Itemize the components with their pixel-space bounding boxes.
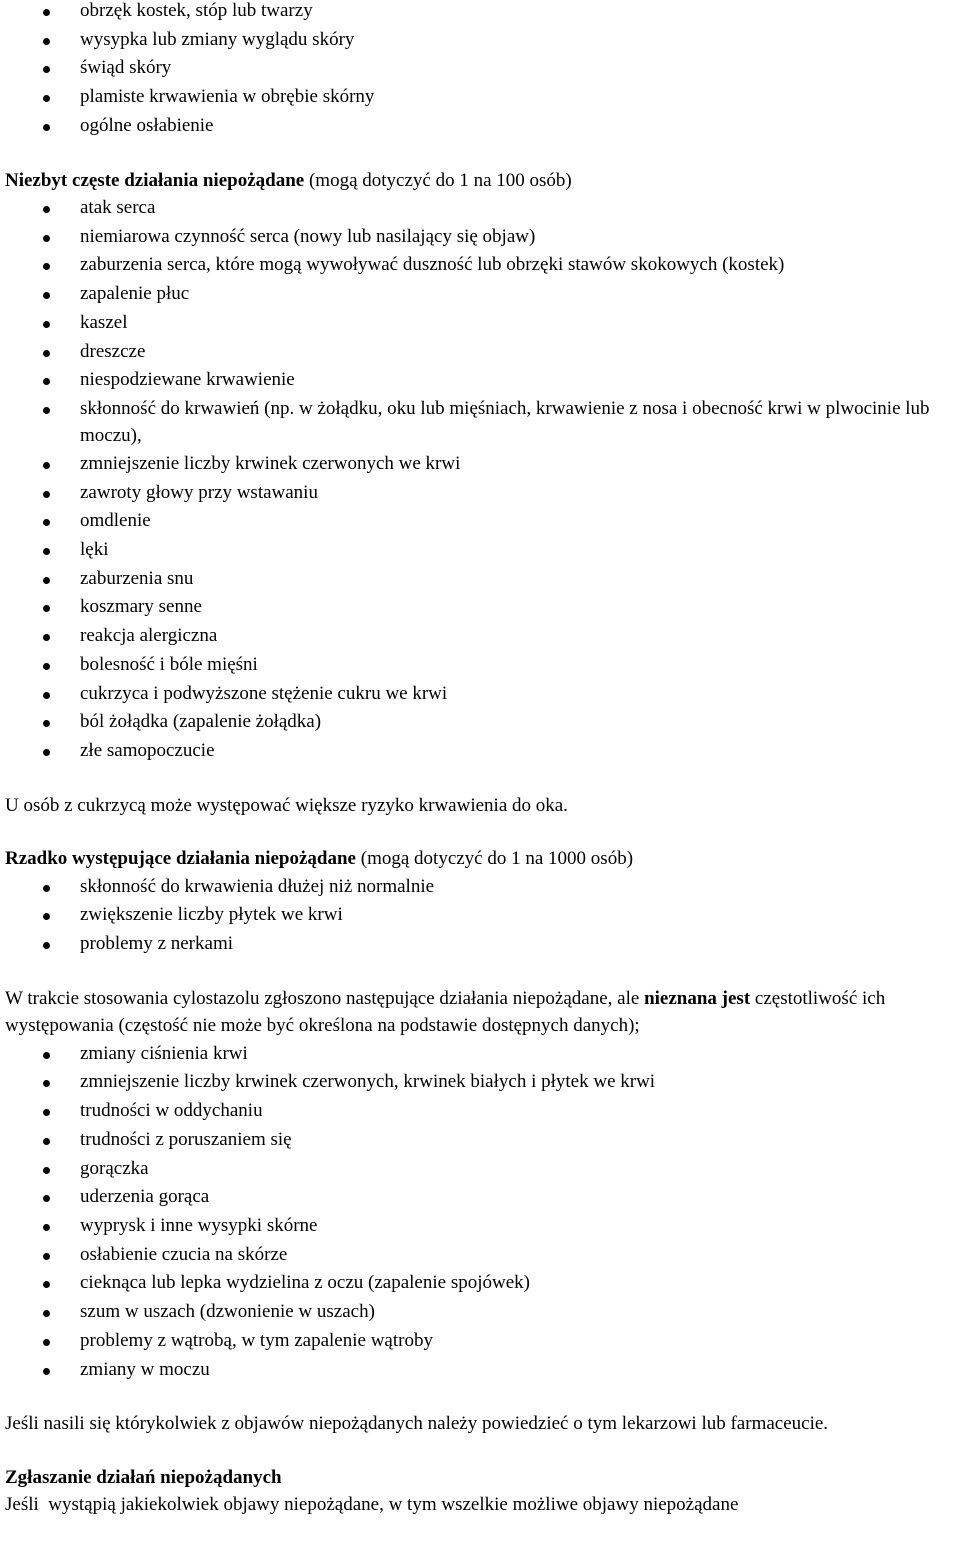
uncommon-heading-frequency: (mogą dotyczyć do 1 na 100 osób) bbox=[304, 169, 572, 191]
list-item: wyprysk i inne wysypki skórne bbox=[0, 1212, 960, 1241]
list-item: kaszel bbox=[0, 309, 960, 338]
rare-heading-bold: Rzadko występujące działania niepożądane bbox=[5, 848, 356, 870]
reporting-heading: Zgłaszanie działań niepożądanych bbox=[5, 1466, 282, 1488]
list-item: trudności w oddychaniu bbox=[0, 1097, 960, 1126]
unknown-intro-bold: nieznana jest bbox=[644, 987, 751, 1009]
list-item: zmiany ciśnienia krwi bbox=[0, 1040, 960, 1069]
list-item: świąd skóry bbox=[0, 54, 960, 83]
uncommon-list bbox=[0, 194, 960, 766]
rare-heading-frequency: (mogą dotyczyć do 1 na 1000 osób) bbox=[356, 848, 634, 870]
list-item: zaburzenia snu bbox=[0, 565, 960, 594]
list-item: plamiste krwawienia w obrębie skórny bbox=[0, 83, 960, 112]
reporting-text: Jeśli wystąpią jakiekolwiek objawy niepożądane, w tym wszelkie możliwe objawy niepożądane bbox=[5, 1494, 739, 1516]
list-item: atak serca bbox=[0, 194, 960, 223]
list-item: reakcja alergiczna bbox=[0, 622, 960, 651]
list-item: lęki bbox=[0, 536, 960, 565]
list-item: zmniejszenie liczby krwinek czerwonych, krwinek białych i płytek we krwi bbox=[0, 1068, 960, 1097]
uncommon-heading-bold: Niezbyt częste działania niepożądane bbox=[5, 169, 305, 191]
uncommon-heading bbox=[0, 167, 960, 195]
list-item: niespodziewane krwawienie bbox=[0, 366, 960, 395]
rare-list bbox=[0, 873, 960, 959]
list-item: uderzenia gorąca bbox=[0, 1183, 960, 1212]
list-item: skłonność do krwawienia dłużej niż normalnie bbox=[0, 873, 960, 902]
list-item: skłonność do krwawień (np. w żołądku, oku lub mięśniach, krwawienie z nosa i obecność krwi w plwocinie lub moczu), bbox=[0, 395, 960, 450]
list-item: gorączka bbox=[0, 1155, 960, 1184]
list-item: zawroty głowy przy wstawaniu bbox=[0, 479, 960, 508]
list-item: zmiany w moczu bbox=[0, 1356, 960, 1385]
list-item: niemiarowa czynność serca (nowy lub nasilający się objaw) bbox=[0, 223, 960, 252]
list-item: ból żołądka (zapalenie żołądka) bbox=[0, 708, 960, 737]
list-item: cukrzyca i podwyższone stężenie cukru we krwi bbox=[0, 680, 960, 709]
list-item: zmniejszenie liczby krwinek czerwonych we krwi bbox=[0, 450, 960, 479]
list-item: problemy z nerkami bbox=[0, 930, 960, 959]
list-item: złe samopoczucie bbox=[0, 737, 960, 766]
list-item: zaburzenia serca, które mogą wywoływać duszność lub obrzęki stawów skokowych (kostek) bbox=[0, 251, 960, 280]
diabetes-note: U osób z cukrzycą może występować większe ryzyko krwawienia do oka. bbox=[5, 794, 568, 816]
list-item: ogólne osłabienie bbox=[0, 112, 960, 141]
list-item: wysypka lub zmiany wyglądu skóry bbox=[0, 26, 960, 55]
list-item: osłabienie czucia na skórze bbox=[0, 1241, 960, 1270]
list-item: cieknąca lub lepka wydzielina z oczu (zapalenie spojówek) bbox=[0, 1269, 960, 1298]
list-item: bolesność i bóle mięśni bbox=[0, 651, 960, 680]
unknown-intro-text: W trakcie stosowania cylostazolu zgłoszono następujące działania niepożądane, ale bbox=[5, 987, 645, 1009]
list-item: trudności z poruszaniem się bbox=[0, 1126, 960, 1155]
unknown-intro-text-2: częstotliwość ich występowania (częstość nie może być określona na podstawie dostępnych danych); bbox=[5, 987, 886, 1037]
list-item: koszmary senne bbox=[0, 593, 960, 622]
list-item: omdlenie bbox=[0, 507, 960, 536]
list-item: zwiększenie liczby płytek we krwi bbox=[0, 901, 960, 930]
list-item: obrzęk kostek, stóp lub twarzy bbox=[0, 0, 960, 26]
list-item: zapalenie płuc bbox=[0, 280, 960, 309]
list-item: szum w uszach (dzwonienie w uszach) bbox=[0, 1298, 960, 1327]
unknown-list bbox=[0, 1040, 960, 1384]
list-item: dreszcze bbox=[0, 338, 960, 367]
symptom-list-top bbox=[0, 0, 960, 141]
rare-heading bbox=[0, 845, 960, 873]
unknown-frequency-intro bbox=[0, 985, 960, 1040]
list-item: problemy z wątrobą, w tym zapalenie wątroby bbox=[0, 1327, 960, 1356]
tell-doctor-paragraph: Jeśli nasili się którykolwiek z objawów niepożądanych należy powiedzieć o tym lekarzowi lub farmaceucie. bbox=[5, 1413, 829, 1435]
